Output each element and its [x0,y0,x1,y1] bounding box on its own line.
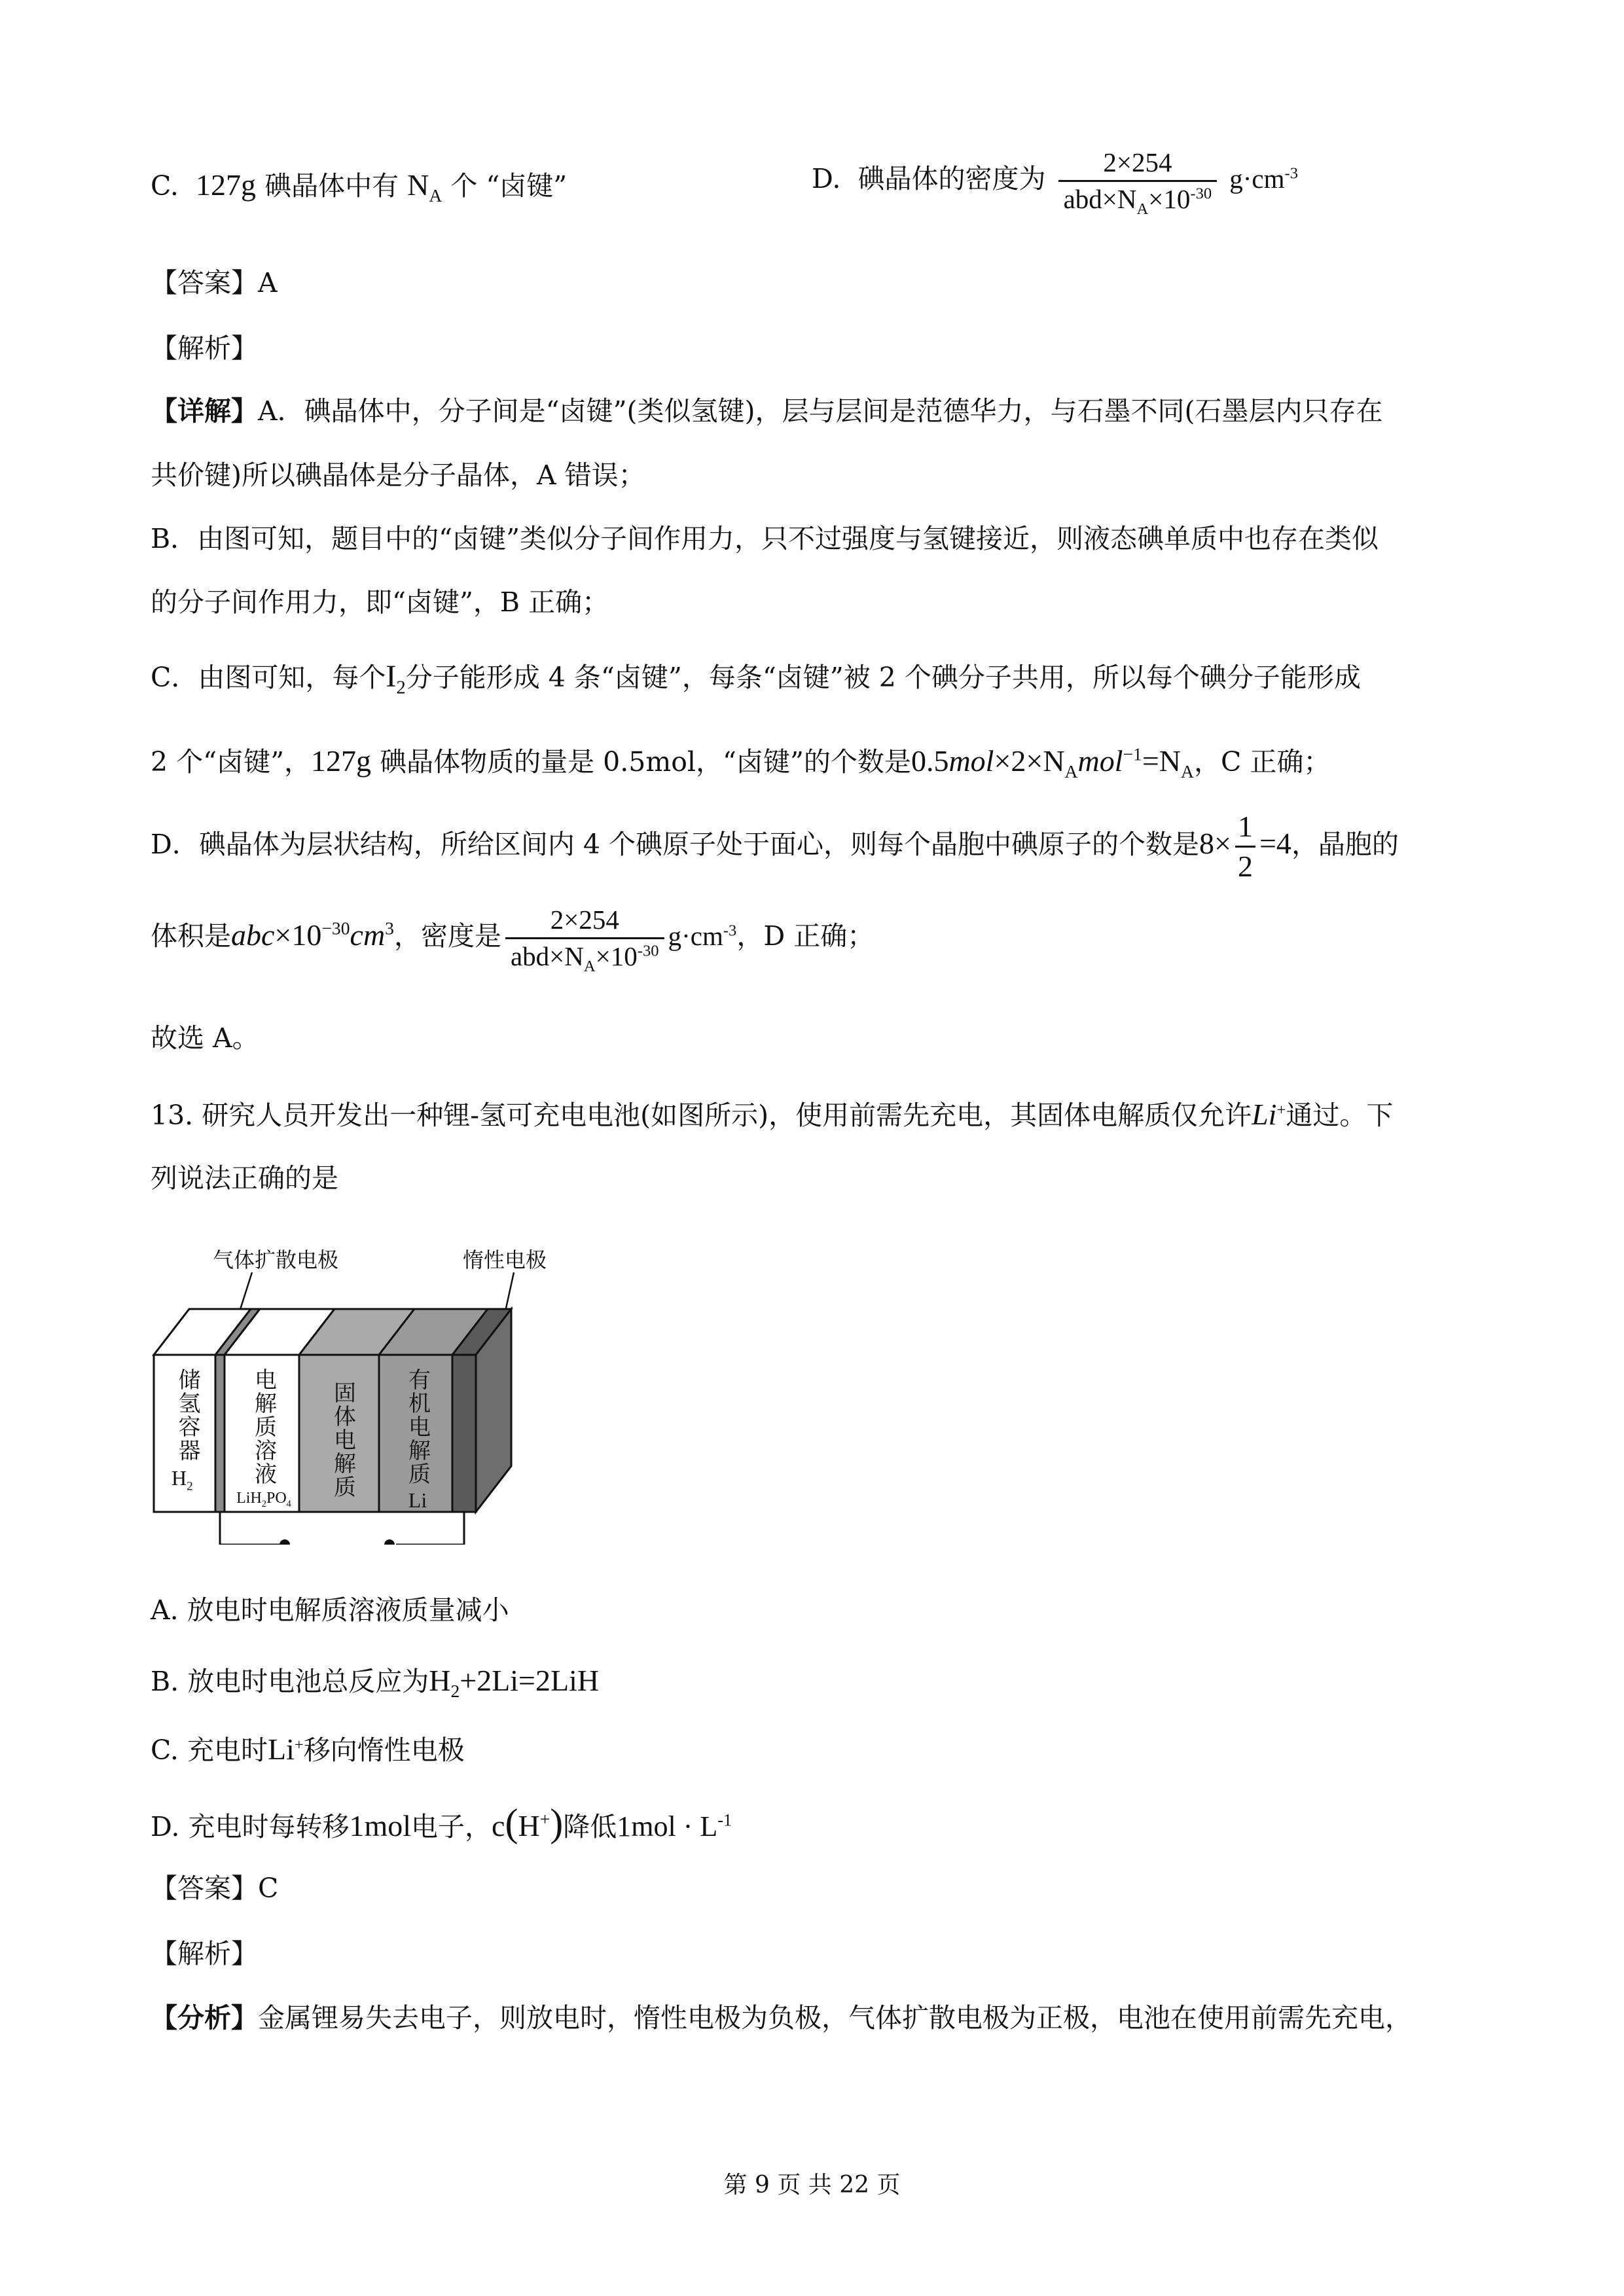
label-inert-electrode: 惰性电极 [463,1247,547,1272]
q13-fenxi: 【分析】金属锂易失去电子，则放电时，惰性电极为负极，气体扩散电极为正极，电池在使用前需先充电， [151,2002,1412,2034]
terminal-right [384,1539,395,1545]
page-footer: 第 9 页 共 22 页 [723,2172,901,2198]
q12-detail-d-line2: 体积是$abc\times 10^{-30}cm^3$，密度是 $\frac{2\times 254}{abd\times N_A\times 10^{-30}}$ $g\cdot cm^{-3}$，D 正确； [151,905,875,976]
q13-option-b: B. 放电时电池总反应为$H_2+2Li=2LiH$ [151,1664,600,1702]
q12-option-d: D. 碘晶体的密度为 $\frac{2\times 254}{abd\times N_A\times 10^{-30}}$ $g\cdot cm^{-3}$ [812,147,1298,219]
box4-label: 有机电解质 Li [404,1368,431,1512]
wire-right [396,1512,464,1545]
gas-diffusion-electrode [215,1355,225,1512]
label-gas-diffusion-electrode: 气体扩散电极 [213,1247,339,1272]
inert-electrode [452,1355,476,1512]
q12-analysis-label: 【解析】 [151,332,258,364]
terminal-left [280,1539,290,1545]
wire-left [220,1512,285,1545]
q13-analysis-label: 【解析】 [151,1938,258,1969]
q13-option-c: C. 充电时Li+移向惰性电极 [151,1732,465,1766]
q13-option-d: D. 充电时每转移1mol电子，c(H+)降低$1mol \cdot L^{-1}$ [151,1801,732,1844]
q12-option-c: C. 127g 碘晶体中有 $N_A$ 个 “卤键” [151,168,568,206]
q12-detail-b-line2: 的分子间作用力，即“卤键”，B 正确； [151,586,609,618]
q12-detail-b-line1: B．由图可知，题目中的“卤键”类似分子间作用力，只不过强度与氢键接近，则液态碘单质中也存在类似 [151,523,1379,554]
q13-option-a: A. 放电时电解质溶液质量减小 [151,1594,509,1626]
box2-label: 电解质溶液 $LiH_2PO_4$ [236,1368,291,1509]
q12-detail-a-line1: 【详解】A．碘晶体中，分子间是“卤键”(类似氢键)，层与层间是范德华力，与石墨不同(石墨层内只存在 [151,395,1383,427]
q12-detail-a-line2: 共价键)所以碘晶体是分子晶体，A 错误； [151,459,645,491]
q12-detail-c-line2: 2 个“卤键”，127g 碘晶体物质的量是 0.5mol，“卤键”的个数是$0.5mol\times 2\times N_Amol^{-1}=N_A$，C 正确； [151,744,1331,782]
q12-conclusion: 故选 A。 [151,1022,259,1054]
q13-stem-line1: 13. 研究人员开发出一种锂-氢可充电电池(如图所示)，使用前需先充电，其固体电解质仅允许Li+通过。下 [151,1098,1394,1131]
q12-detail-c-line1: C．由图可知，每个$I_2$分子能形成 4 条“卤键”，每条“卤键”被 2 个碘分子共用，所以每个碘分子能形成 [151,659,1361,698]
q12-detail-d-line1: D．碘晶体为层状结构，所给区间内 4 个碘原子处于面心，则每个晶胞中碘原子的个数是8× $\frac{1}{2}$ =4，晶胞的 [151,810,1399,883]
q13-stem-line2: 列说法正确的是 [151,1162,338,1194]
leader-inert [505,1272,514,1314]
q12-answer: 【答案】A [151,267,278,298]
density-fraction: $\frac{2\times 254}{abd\times N_A\times 10^{-30}}$ [1058,149,1218,213]
q13-answer: 【答案】C [151,1873,279,1904]
box1-label: 储氢容器 $H_2$ [171,1368,200,1494]
box3-label: 固体电解质 [329,1381,356,1499]
